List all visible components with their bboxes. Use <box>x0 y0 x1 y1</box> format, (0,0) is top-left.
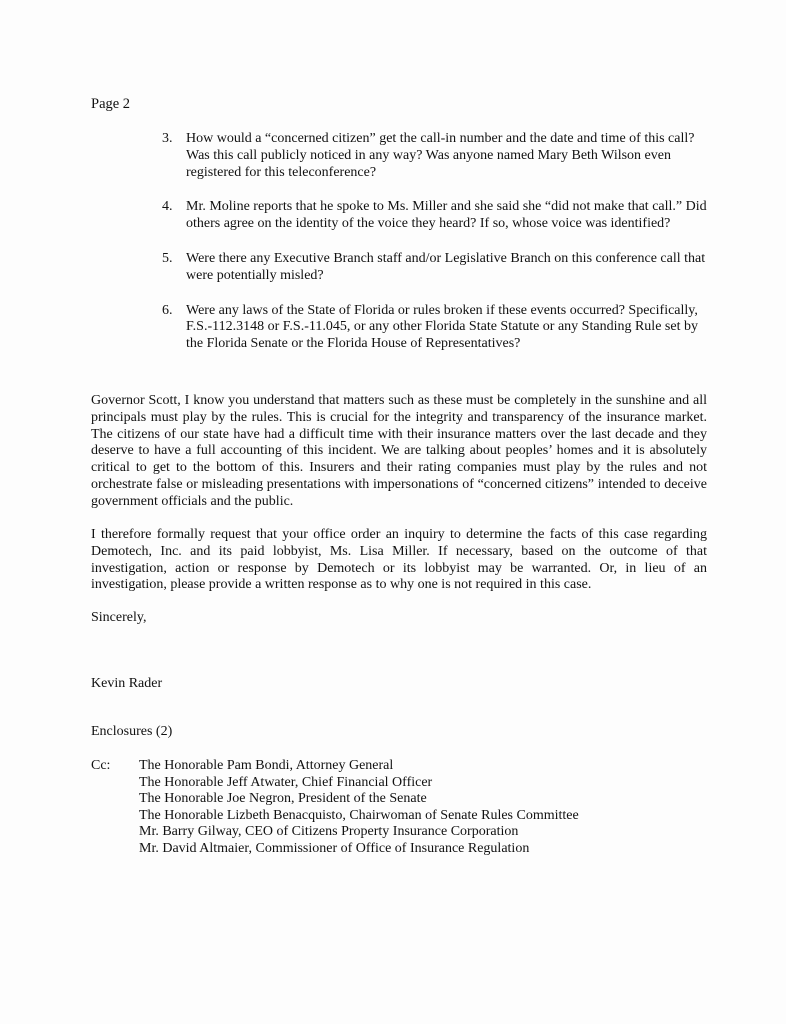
list-item <box>162 251 707 285</box>
list-item-number: 5. <box>162 250 173 266</box>
enclosures-note: Enclosures (2) <box>91 724 173 739</box>
cc-recipient: The Honorable Jeff Atwater, Chief Financial Officer <box>139 774 433 790</box>
list-item-text: Mr. Moline reports that he spoke to Ms. Miller and she said she “did not make that call.” Did others agree on the identity of the voice they heard? If so, whose voice was identified? <box>186 199 707 232</box>
closing-salutation: Sincerely, <box>91 610 147 625</box>
cc-recipient: Mr. David Altmaier, Commissioner of Office of Insurance Regulation <box>139 840 530 856</box>
question-list <box>162 131 707 353</box>
list-item <box>162 303 707 353</box>
list-item <box>162 131 707 181</box>
list-item-text: Were there any Executive Branch staff and/or Legislative Branch on this conference call that were potentially misled? <box>186 250 706 283</box>
cc-recipient: Mr. Barry Gilway, CEO of Citizens Property Insurance Corporation <box>139 824 519 840</box>
signer-name: Kevin Rader <box>91 676 163 691</box>
list-item-number: 3. <box>162 131 173 146</box>
body-paragraph: Governor Scott, I know you understand that matters such as these must be completely in the sunshine and all principals must play by the rules. This is crucial for the integrity and transparency of the insurance market. The citizens of our state have had a difficult time with their insurance matters over the last decade and they deserve to have a full accounting of this incident. We are talking about peoples’ homes and it is absolutely critical to get to the bottom of this. Insurers and their rating companies must play by the rules and not orchestrate false or misleading presentations with impersonations of “concerned citizens” intended to deceive government officials and the public. <box>91 393 707 509</box>
cc-recipient: The Honorable Pam Bondi, Attorney General <box>139 758 394 773</box>
list-item-number: 6. <box>162 302 173 318</box>
cc-recipient: The Honorable Lizbeth Benacquisto, Chairwoman of Senate Rules Committee <box>139 807 579 823</box>
body-paragraph: I therefore formally request that your office order an inquiry to determine the facts of this case regarding Demotech, Inc. and its paid lobbyist, Ms. Lisa Miller. If necessary, based on the outcome of that investigation, action or response by Demotech or its lobbyist may be warranted. Or, in lieu of an investigation, please provide a written response as to why one is not required in this case. <box>91 527 707 593</box>
cc-recipient-list <box>139 758 579 858</box>
list-item <box>162 199 707 233</box>
page-number: Page 2 <box>91 96 131 112</box>
list-item-text: How would a “concerned citizen” get the call-in number and the date and time of this call? Was this call publicly noticed in any way? Was anyone named Mary Beth Wilson even registered for this teleconference? <box>186 131 695 180</box>
cc-recipient: The Honorable Joe Negron, President of the Senate <box>139 791 427 807</box>
list-item-number: 4. <box>162 199 173 215</box>
list-item-text: Were any laws of the State of Florida or rules broken if these events occurred? Specifically, F.S.-112.3148 or F.S.-11.045, or any other Florida State Statute or any Standing Rule set by the Florida Senate or the Florida House of Representatives? <box>186 302 698 352</box>
cc-label: Cc: <box>91 758 111 773</box>
